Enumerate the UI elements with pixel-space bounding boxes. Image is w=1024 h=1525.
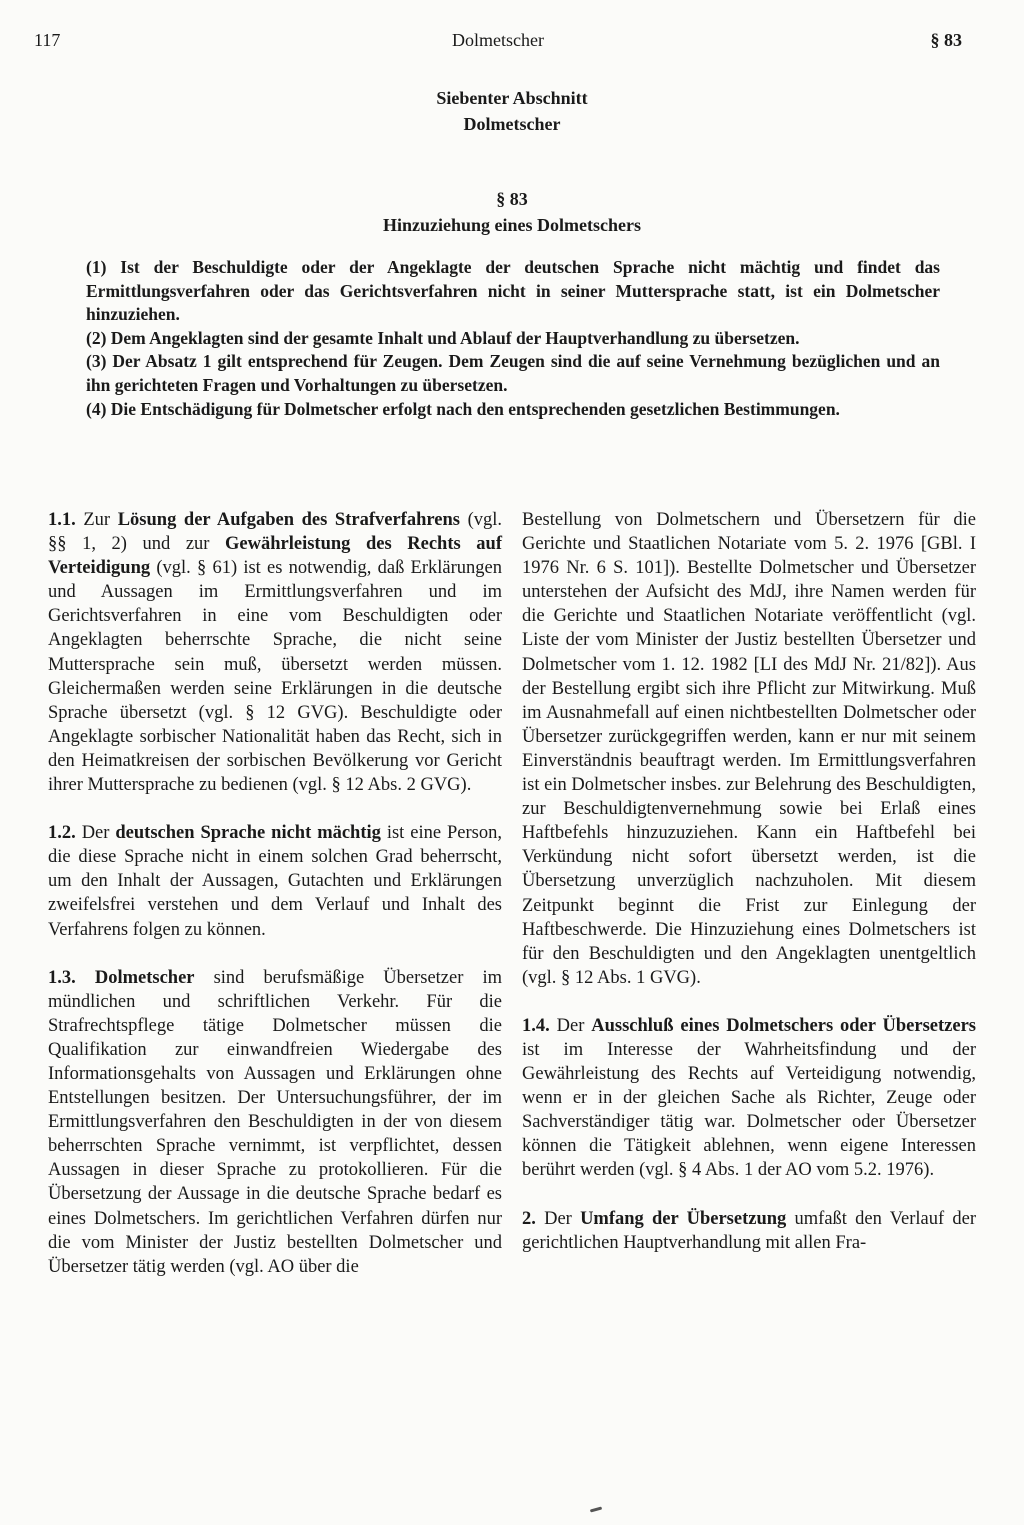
statute-text — [86, 256, 940, 421]
text: ist im Interesse der Wahrheitsfindung und der Gewährleistung des Rechts auf Verteidigung notwendig, wenn er in der gleichen Sache als Richter, Zeuge oder Sachverständiger tätig war. Dolmetscher oder Übersetzer können die Tätigkeit ablehnen, wenn eigene Interessen berührt werden (vgl. § 4 Abs. 1 der AO vom 5.2. 1976). — [522, 1039, 976, 1181]
statute-paragraph-2: (2) Dem Angeklagten sind der gesamte Inhalt und Ablauf der Hauptverhandlung zu übersetzen. — [86, 327, 800, 348]
keyword: Umfang der Übersetzung — [580, 1208, 787, 1229]
keyword: Gewährleistung des Rechts auf Verteidigung — [48, 534, 502, 579]
text: Der — [535, 1208, 581, 1229]
text: sind berufsmäßige Übersetzer im mündlichen und schriftlichen Verkehr. Für die Strafrechtspflege tätige Dolmetscher müssen die Qualifikation zur einwandfreien Wiedergabe des Informationsgehalts von Aussagen und Erklärungen ohne Entstellungen besitzen. Der Untersuchungsführer, der im Ermittlungsverfahren den Beschuldigten in der von diesem beherrschten Sprache vernimmt, ist verpflichtet, dessen Aussagen in dieser Sprache zu protokollieren. Für die Übersetzung der Aussage in die deutsche Sprache bedarf es eines Dolmetschers. Im gerichtlichen Verfahren dürfen nur die vom Minister der Justiz bestellten Dolmetscher und Übersetzer tätig werden (vgl. AO über die — [48, 967, 503, 1277]
text: ist eine Person, die diese Sprache nicht in einem solchen Grad beherrscht, um den Inhalt der Aussagen, Gutachten und Erklärungen zweifelsfrei verstehen und dem Verlauf und Inhalt des Verfahrens folgen zu können. — [48, 823, 503, 940]
running-title: Dolmetscher — [452, 30, 544, 50]
chapter-heading — [0, 85, 1024, 137]
commentary-1-4 — [522, 1014, 976, 1183]
commentary-1-1 — [48, 508, 502, 797]
running-header — [34, 30, 962, 60]
commentary-column-right — [522, 508, 976, 1279]
text: (vgl. § 61) ist es notwendig, daß Erklärungen und Aussagen im Ermittlungsverfahren und im Gerichtsverfahren in eine vom Beschuldigten oder Angeklagten beherrschte Sprache, die nicht seine Muttersprache sein muß, übersetzt werden müssen. Gleichermaßen werden seine Erklärungen in die deutsche Sprache übersetzt (vgl. § 12 GVG). Beschuldigte oder Angeklagte sorbischer Nationalität haben das Recht, sich in den Heimatkreisen der sorbischen Bevölkerung vor Gericht ihrer Muttersprache zu bedienen (vgl. § 12 Abs. 2 GVG). — [48, 558, 502, 796]
page-number: 117 — [34, 30, 61, 50]
section-number: § 83 — [496, 189, 528, 209]
statute-paragraph-1: (1) Ist der Beschuldigte oder der Angeklagte der deutschen Sprache nicht mächtig und findet das Ermittlungsverfahren oder das Gerichtsverfahren nicht in seiner Muttersprache statt, ist ein Dolmetscher hinzuziehen. — [86, 257, 940, 325]
chapter-number: Siebenter Abschnitt — [436, 88, 588, 108]
commentary-2 — [522, 1207, 976, 1255]
keyword: Lösung der Aufgaben des Strafverfahrens — [117, 510, 460, 530]
keyword: Dolmetscher — [94, 967, 195, 988]
para-number: 1.2. — [48, 823, 76, 844]
text: Zur — [75, 510, 118, 530]
para-number: 1.1. — [48, 510, 76, 530]
commentary-1-2 — [48, 821, 502, 941]
running-section: § 83 — [930, 30, 962, 50]
section-title: Hinzuziehung eines Dolmetschers — [383, 215, 641, 235]
scan-artifact — [590, 1506, 602, 1512]
commentary-1-3-continued: Bestellung von Dolmetschern und Übersetzern für die Gerichte und Staatlichen Notariate vom 5. 2. 1976 [GBl. I 1976 Nr. 6 S. 101]). Bestellte Dolmetscher und Übersetzer unterstehen der Aufsicht des MdJ, ihre Namen werden für die Gerichte und Staatlichen Notariate veröffentlicht (vgl. Liste der vom Minister der Justiz bestellten Übersetzer und Dolmetscher vom 1. 12. 1982 [LI des MdJ Nr. 21/82]). Aus der Bestellung ergibt sich ihre Pflicht zur Mitwirkung. Muß im Ausnahmefall auf einen nichtbestellten Dolmetscher oder Übersetzer zurückgegriffen werden, kann er nur mit seinem Einverständnis beauftragt werden. Im Ermittlungsverfahren ist ein Dolmetscher insbes. zur Belehrung des Beschuldigten, zur Beschuldigtenvernehmung sowie bei Erlaß eines Haftbefehls hinzuzuziehen. Kann ein Haftbefehl bei Verkündung nicht sofort übersetzt werden, ist die Übersetzung unverzüglich nachzuholen. Mit diesem Zeitpunkt beginnt die Frist zur Einlegung der Haftbeschwerde. Die Hinzuziehung eines Dolmetschers ist für den Beschuldigten und den Angeklagten unentgeltlich (vgl. § 12 Abs. 1 GVG). — [522, 510, 976, 988]
statute-paragraph-3: (3) Der Absatz 1 gilt entsprechend für Zeugen. Dem Zeugen sind die auf seine Vernehmung bezüglichen und an ihn gerichteten Fragen und Vorhaltungen zu übersetzen. — [86, 351, 940, 395]
keyword: deutschen Sprache nicht mächtig — [115, 823, 381, 844]
commentary-column-left — [48, 508, 502, 1303]
text: umfaßt den Verlauf der gerichtlichen Hauptverhandlung mit allen Fra- — [522, 1208, 977, 1253]
text: Der — [75, 823, 116, 844]
para-number: 1.3. — [48, 967, 76, 988]
keyword: Ausschluß eines Dolmetschers oder Übersetzers — [591, 1015, 976, 1036]
commentary-1-3 — [48, 966, 502, 1279]
para-number: 2. — [522, 1208, 536, 1229]
section-heading — [0, 186, 1024, 238]
text: (vgl. §§ 1, 2) und zur — [48, 510, 502, 555]
para-number: 1.4. — [522, 1015, 550, 1036]
chapter-title: Dolmetscher — [463, 114, 561, 134]
text: Der — [549, 1015, 592, 1036]
statute-paragraph-4: (4) Die Entschädigung für Dolmetscher erfolgt nach den entsprechenden gesetzlichen Bestimmungen. — [86, 398, 840, 419]
